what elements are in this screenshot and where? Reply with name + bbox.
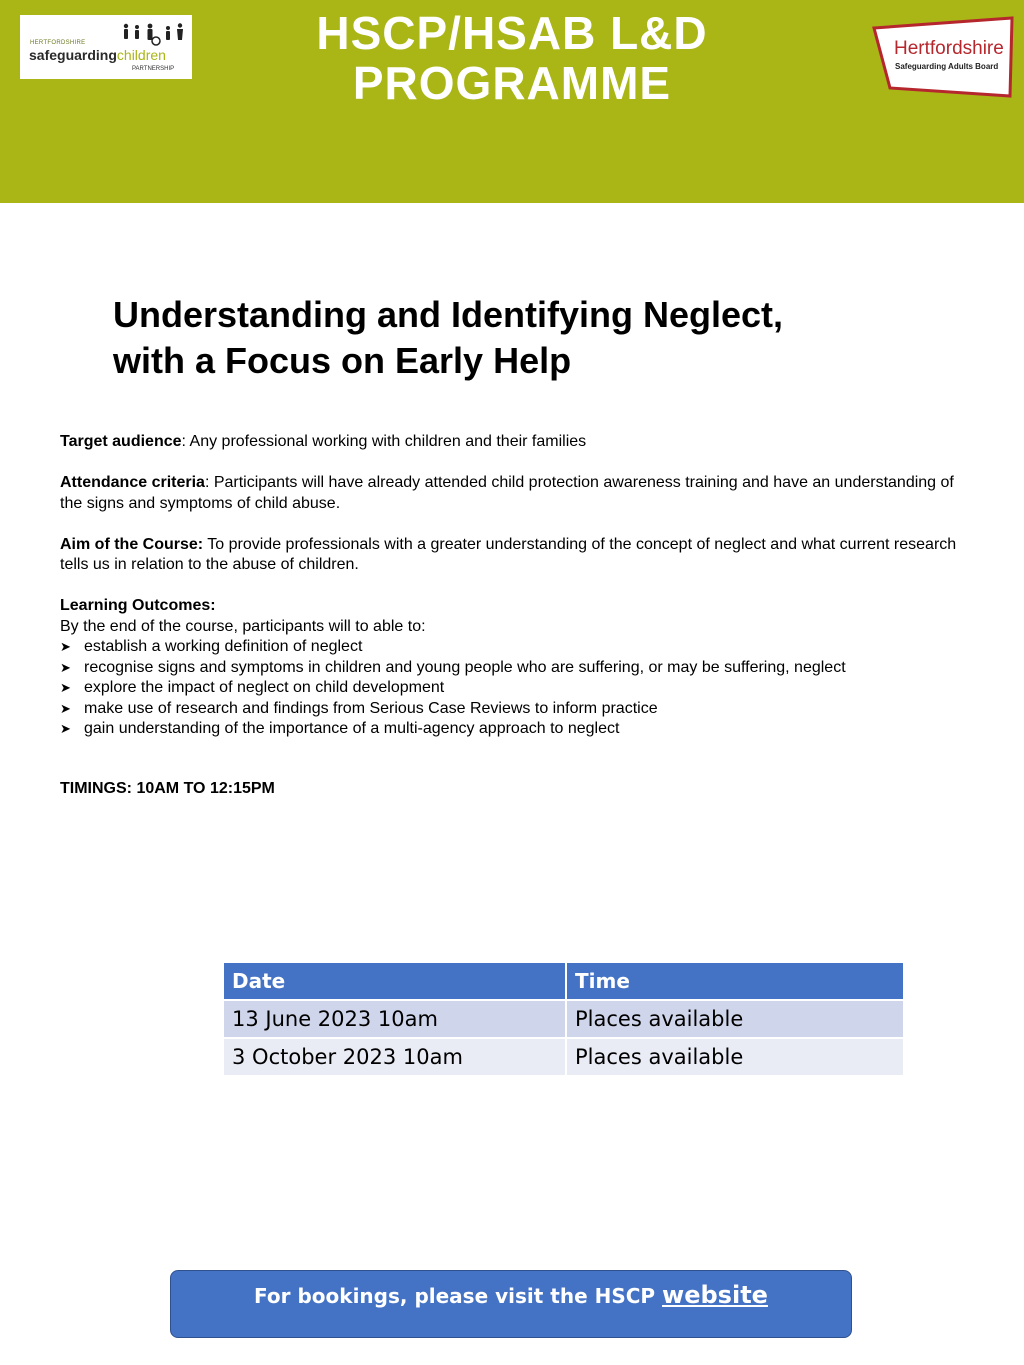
outcome-text: make use of research and findings from Serious Case Reviews to inform practice [84, 699, 658, 717]
learning-outcomes-label: Learning Outcomes: [60, 597, 216, 614]
time-column-header: Time [566, 962, 904, 1000]
arrow-bullet-icon: ➤ [60, 680, 71, 695]
outcome-text: explore the impact of neglect on child development [84, 679, 445, 696]
safeguarding-adults-board-logo [872, 16, 1015, 98]
programme-title [212, 8, 812, 108]
safeguarding-children-logo [20, 15, 192, 79]
website-link[interactable]: website [662, 1281, 768, 1309]
list-item [60, 658, 970, 679]
logo-board-name: Safeguarding Adults Board [895, 62, 999, 71]
learning-outcomes [60, 596, 970, 740]
logo-county-name: Hertfordshire [894, 38, 1004, 59]
arrow-bullet-icon: ➤ [60, 721, 71, 736]
course-title [113, 292, 913, 384]
session-availability: Places available [566, 1038, 904, 1076]
target-audience [60, 432, 970, 453]
list-item [60, 678, 970, 699]
outcome-text: establish a working definition of neglect [84, 638, 363, 655]
list-item [60, 699, 970, 720]
outcome-text: recognise signs and symptoms in children and young people who are suffering, or may be suffering, neglect [84, 658, 846, 676]
course-title-line1: Understanding and Identifying Neglect, [113, 294, 784, 335]
outcome-text: gain understanding of the importance of a multi-agency approach to neglect [84, 720, 620, 737]
table-header-row [223, 962, 904, 1000]
header-banner [0, 0, 1024, 203]
attendance-criteria-label: Attendance criteria [60, 474, 205, 491]
course-aim [60, 535, 970, 576]
target-audience-text: : Any professional working with children and their families [181, 433, 587, 450]
table-row [223, 1038, 904, 1076]
session-availability: Places available [566, 1000, 904, 1038]
logo-sub-text: PARTNERSHIP [132, 66, 175, 72]
learning-outcomes-list [60, 637, 970, 740]
attendance-criteria-text: : Participants will have already attended child protection awareness training and have an understanding of the signs and symptoms of child abuse. [60, 474, 954, 512]
logo-main-part-b: children [116, 47, 166, 63]
table-row [223, 1000, 904, 1038]
list-item [60, 637, 970, 658]
booking-text: For bookings, please visit the HSCP [254, 1284, 663, 1308]
target-audience-label: Target audience [60, 433, 182, 450]
session-date: 3 October 2023 10am [223, 1038, 566, 1076]
logo-county-text: HERTFORDSHIRE [30, 40, 86, 46]
booking-banner [170, 1270, 852, 1338]
session-dates-table [222, 961, 905, 1077]
attendance-criteria [60, 473, 970, 514]
arrow-bullet-icon: ➤ [60, 700, 71, 716]
arrow-bullet-icon: ➤ [60, 639, 71, 654]
logo-main-text [29, 47, 166, 63]
programme-title-line2: PROGRAMME [352, 57, 672, 109]
logo-main-part-a: safeguarding [29, 47, 117, 63]
people-silhouettes-icon [120, 23, 190, 47]
programme-title-line1: HSCP/HSAB L&D [316, 7, 708, 59]
list-item [60, 719, 970, 740]
course-details [60, 432, 970, 740]
course-title-line2: with a Focus on Early Help [113, 340, 572, 381]
learning-outcomes-intro: By the end of the course, participants will to able to: [60, 617, 426, 635]
date-column-header: Date [223, 962, 566, 1000]
course-aim-label: Aim of the Course: [60, 535, 204, 553]
arrow-bullet-icon: ➤ [60, 659, 71, 675]
course-aim-text: To provide professionals with a greater understanding of the concept of neglect and what current research tells us in relation to the abuse of children. [60, 535, 957, 573]
session-date: 13 June 2023 10am [223, 1000, 566, 1038]
course-timings: TIMINGS: 10AM TO 12:15PM [60, 780, 275, 797]
